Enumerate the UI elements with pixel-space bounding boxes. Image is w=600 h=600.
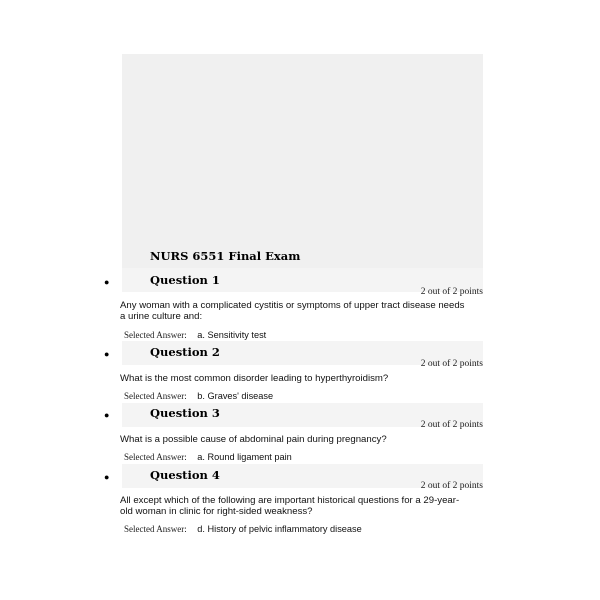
selected-answer-row bbox=[124, 452, 292, 462]
selected-answer-value: d. History of pelvic inflammatory disease bbox=[197, 524, 362, 534]
selected-answer-label: Selected Answer: bbox=[124, 330, 187, 340]
header-panel bbox=[122, 54, 483, 282]
bullet-icon: ● bbox=[104, 277, 110, 287]
question-label: Question 3 bbox=[150, 406, 220, 420]
question-text: What is the most common disorder leading to hyperthyroidism? bbox=[120, 373, 389, 384]
selected-answer-value: a. Round ligament pain bbox=[197, 452, 292, 462]
question-points: 2 out of 2 points bbox=[420, 359, 483, 369]
question-label: Question 1 bbox=[150, 273, 220, 287]
exam-title: NURS 6551 Final Exam bbox=[150, 249, 301, 263]
question-text: Any woman with a complicated cystitis or symptoms of upper tract disease needs a urine culture and: bbox=[120, 300, 465, 322]
question-text: What is a possible cause of abdominal pain during pregnancy? bbox=[120, 434, 387, 445]
question-points: 2 out of 2 points bbox=[420, 481, 483, 491]
bullet-icon: ● bbox=[104, 472, 110, 482]
question-points: 2 out of 2 points bbox=[420, 420, 483, 430]
question-text: All except which of the following are important historical questions for a 29-year-old woman in clinic for right-sided weakness? bbox=[120, 495, 460, 517]
selected-answer-row bbox=[124, 330, 266, 340]
question-label: Question 2 bbox=[150, 345, 220, 359]
selected-answer-value: a. Sensitivity test bbox=[197, 330, 267, 340]
bullet-icon: ● bbox=[104, 349, 110, 359]
selected-answer-label: Selected Answer: bbox=[124, 452, 187, 462]
selected-answer-value: b. Graves' disease bbox=[197, 391, 274, 401]
bullet-icon: ● bbox=[104, 410, 110, 420]
selected-answer-row bbox=[124, 524, 362, 534]
question-label: Question 4 bbox=[150, 468, 220, 482]
selected-answer-row bbox=[124, 391, 273, 401]
question-points: 2 out of 2 points bbox=[420, 287, 483, 297]
selected-answer-label: Selected Answer: bbox=[124, 391, 187, 401]
selected-answer-label: Selected Answer: bbox=[124, 524, 187, 534]
